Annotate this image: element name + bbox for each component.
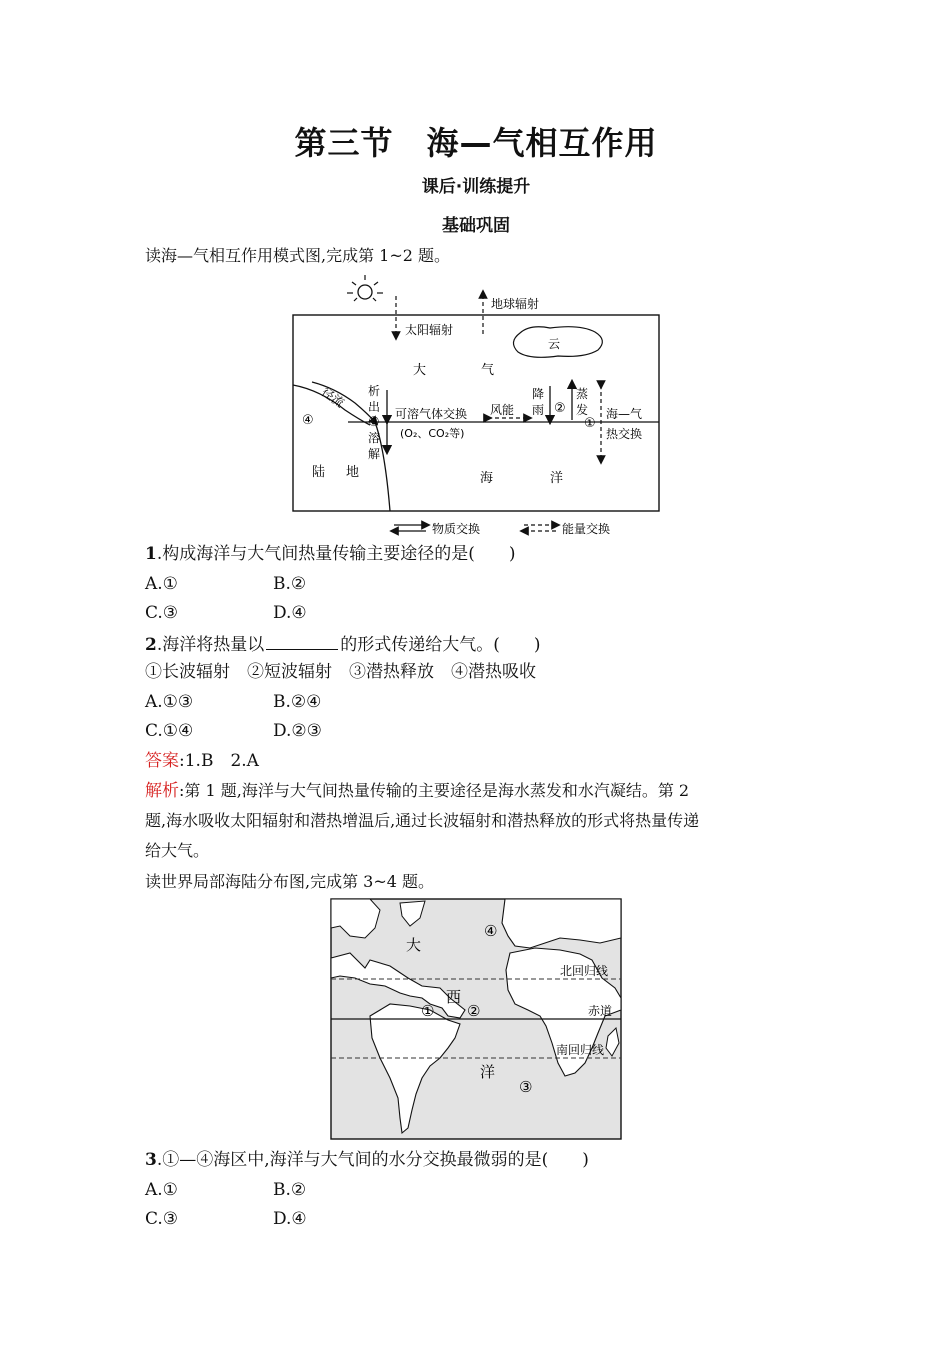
q3-option-a: A.① <box>145 1180 178 1200</box>
q1-option-a: A.① <box>145 574 178 594</box>
q3-option-d: D.④ <box>273 1209 307 1229</box>
analysis-text-1: :第 1 题,海洋与大气间热量传输的主要途径是海水蒸发和水汽凝结。第 2 <box>179 781 690 800</box>
page-subtitle: 课后·训练提升 <box>421 177 531 197</box>
intro-q1-2: 读海—气相互作用模式图,完成第 1~2 题。 <box>145 246 451 265</box>
rain-label-2: 雨 <box>532 403 545 417</box>
ocean-label-2: 洋 <box>550 471 564 486</box>
legend-matter: 物质交换 <box>432 522 481 536</box>
heat-exchange-label-2: 热交换 <box>606 427 643 441</box>
atlantic-map <box>330 898 622 1144</box>
map-marker-4: ④ <box>484 922 498 940</box>
ocean-label-xi: 西 <box>446 988 462 1006</box>
question-2 <box>145 632 541 656</box>
q3-option-c: C.③ <box>145 1209 179 1229</box>
q1-option-c: C.③ <box>145 603 179 623</box>
analysis-label: 解析 <box>145 781 179 801</box>
answer-label: 答案 <box>145 751 179 771</box>
land-label-1: 陆 <box>312 465 326 480</box>
question-1-number: 1 <box>145 544 157 564</box>
q2-option-a: A.①③ <box>145 692 194 712</box>
question-3 <box>145 1149 589 1171</box>
ocean-label-yang: 洋 <box>480 1063 496 1081</box>
sun-icon <box>347 275 383 301</box>
analysis-line-3: 给大气。 <box>145 841 210 860</box>
dissolve-label-1: 溶 <box>368 431 381 445</box>
answer-line <box>145 750 259 772</box>
gas-exchange-sub: (O₂、CO₂等) <box>400 427 465 440</box>
atmosphere-label-1: 大 <box>413 363 427 378</box>
analysis-line-2: 题,海水吸收太阳辐射和潜热增温后,通过长波辐射和潜热释放的形式将热量传递 <box>145 811 700 830</box>
question-1-options-row-2 <box>145 602 307 624</box>
precip-label-2: 出 <box>368 400 381 414</box>
equator-label: 赤道 <box>588 1004 613 1018</box>
land-label-2: 地 <box>346 465 360 480</box>
tropic-north-label: 北回归线 <box>560 964 609 978</box>
question-1-text: .构成海洋与大气间热量传输主要途径的是( ) <box>156 544 516 564</box>
q1-option-d: D.④ <box>273 603 307 623</box>
rain-label-1: 降 <box>532 387 545 401</box>
question-2-options-row-1 <box>145 691 322 713</box>
intro-q3-4: 读世界局部海陆分布图,完成第 3~4 题。 <box>145 872 435 891</box>
answer-text: :1.B 2.A <box>179 751 259 771</box>
q1-option-b: B.② <box>273 574 307 594</box>
atmosphere-label-2: 气 <box>481 363 495 378</box>
question-1 <box>145 543 516 565</box>
gas-exchange-label: 可溶气体交换 <box>395 407 468 421</box>
earth-radiation-label: 地球辐射 <box>491 297 540 311</box>
precip-label-1: 析 <box>368 384 381 398</box>
evap-label-1: 蒸 <box>576 387 589 401</box>
question-3-options-row-1 <box>145 1179 307 1201</box>
map-marker-3: ③ <box>519 1078 533 1096</box>
marker-1: ① <box>584 416 596 431</box>
q2-option-b: B.②④ <box>273 692 322 712</box>
cloud-label: 云 <box>548 337 561 351</box>
marker-4: ④ <box>302 413 314 428</box>
legend-energy: 能量交换 <box>562 522 611 536</box>
map-marker-1: ① <box>421 1002 435 1020</box>
evap-label-2: 发 <box>576 403 589 417</box>
q2-option-d: D.②③ <box>273 721 322 741</box>
marker-3: ③ <box>368 415 380 430</box>
solar-radiation-label: 太阳辐射 <box>405 323 454 337</box>
map-marker-2: ② <box>467 1002 481 1020</box>
heat-exchange-label-1: 海—气 <box>606 407 643 421</box>
question-2-items: ①长波辐射 ②短波辐射 ③潜热释放 ④潜热吸收 <box>145 662 536 682</box>
section-heading: 基础巩固 <box>442 216 510 236</box>
q3-option-b: B.② <box>273 1180 307 1200</box>
q2-option-c: C.①④ <box>145 721 194 741</box>
sea-air-interaction-diagram <box>290 270 670 546</box>
runoff-label: 径流 <box>319 384 347 411</box>
page-title: 第三节 海—气相互作用 <box>294 124 658 162</box>
marker-2: ② <box>554 401 566 416</box>
wind-energy-label: 风能 <box>490 403 515 417</box>
tropic-south-label: 南回归线 <box>556 1043 605 1057</box>
question-2-number: 2 <box>145 635 157 655</box>
ocean-label-da: 大 <box>406 936 422 954</box>
question-2-options-row-2 <box>145 720 322 742</box>
question-3-text: .①—④海区中,海洋与大气间的水分交换最微弱的是( ) <box>156 1150 589 1170</box>
question-3-options-row-2 <box>145 1208 307 1230</box>
question-3-number: 3 <box>145 1150 157 1170</box>
question-1-options-row-1 <box>145 573 307 595</box>
question-2-text-after: 的形式传递给大气。( ) <box>340 635 541 655</box>
fill-in-blank <box>266 632 338 650</box>
ocean-label-1: 海 <box>480 471 494 486</box>
question-2-text-before: .海洋将热量以 <box>156 635 265 655</box>
analysis-line-1 <box>145 780 689 802</box>
dissolve-label-2: 解 <box>368 447 381 461</box>
